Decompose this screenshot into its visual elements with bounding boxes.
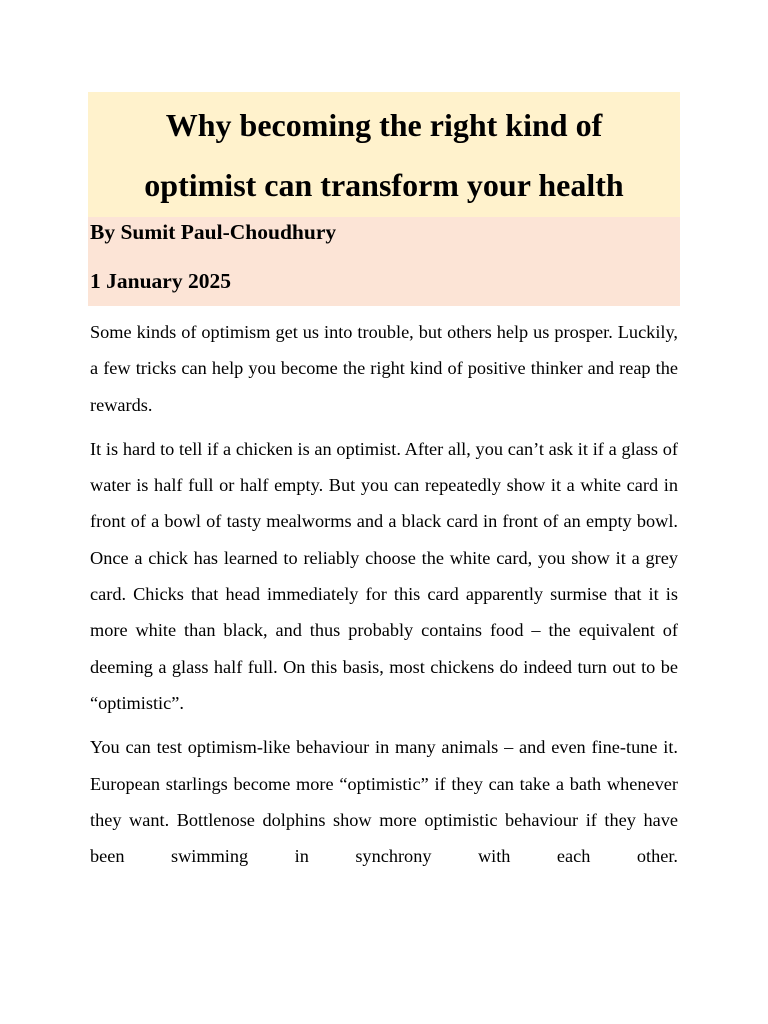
- paragraph-1: Some kinds of optimism get us into trouble, but others help us prosper. Luckily, a few tricks can help you become the right kind of positive thinker and reap the rewards.: [90, 322, 678, 415]
- publication-date: 1 January 2025: [90, 269, 231, 293]
- document-page: [88, 92, 680, 882]
- meta-block: [88, 217, 680, 306]
- article-title-line-2: optimist can transform your health: [144, 167, 624, 203]
- article-title-line-1: Why becoming the right kind of: [165, 107, 603, 143]
- title-block: [88, 92, 680, 217]
- paragraph-2: It is hard to tell if a chicken is an optimist. After all, you can’t ask it if a glass of water is half full or half empty. But you can repeatedly show it a white card in front of a bowl of tasty mealworms and a black card in front of an empty bowl. Once a chick has learned to reliably choose the white card, you show it a grey card. Chicks that head immediately for this card apparently surmise that it is more white than black, and thus probably contains food – the equivalent of deeming a glass half full. On this basis, most chickens do indeed turn out to be “optimistic”.: [90, 438, 678, 713]
- byline: By Sumit Paul-Choudhury: [90, 220, 337, 244]
- article-body: [88, 306, 680, 874]
- paragraph-3: You can test optimism-like behaviour in many animals – and even fine-tune it. European starlings become more “optimistic” if they can take a bath whenever they want. Bottlenose dolphins show more optimistic behaviour if they have been swimming in synchrony with each other.: [90, 737, 678, 867]
